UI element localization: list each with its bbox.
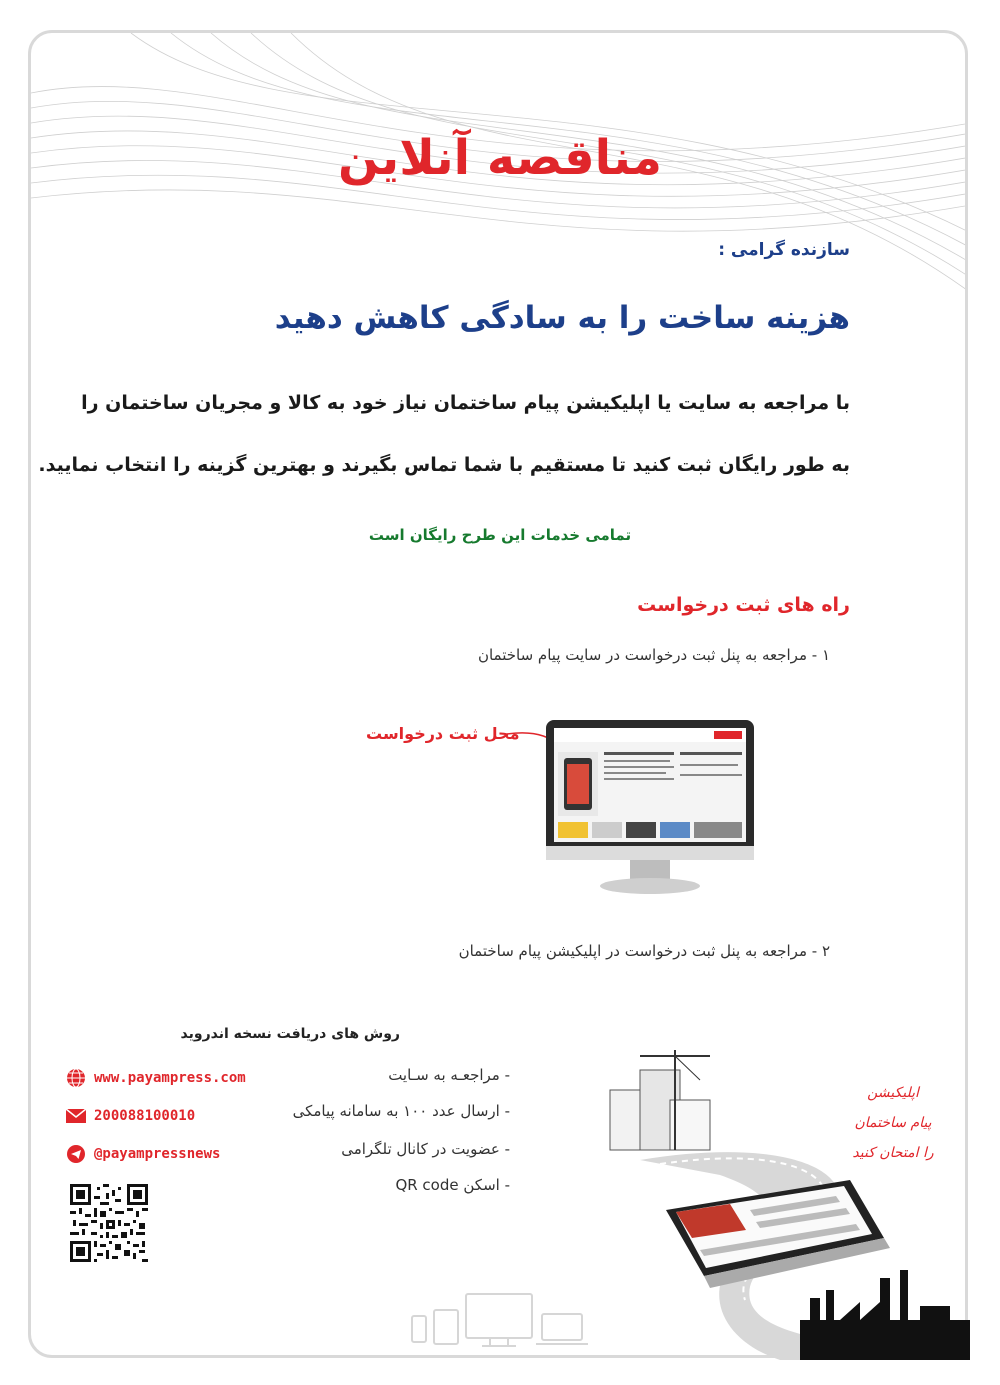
greeting: سازنده گرامی :	[718, 240, 850, 260]
contact-telegram[interactable]	[66, 1144, 220, 1164]
paragraph-line-2: به طور رایگان ثبت کنید تا مستقیم با شما تماس بگیرند و بهترین گزینه را انتخاب نمایید.	[38, 454, 850, 476]
download-title: روش های دریافت نسخه اندروید	[180, 1026, 400, 1042]
method-website: - مراجعـه به سـایت	[388, 1066, 510, 1084]
page-title: مناقصه آنلاین	[337, 130, 663, 186]
telegram-channel[interactable]: @payampressnews	[94, 1146, 221, 1162]
app-tagline-line-3: را امتحان کنید	[852, 1145, 934, 1161]
qr-code[interactable]	[70, 1184, 148, 1262]
envelope-icon	[66, 1106, 86, 1126]
contact-website[interactable]	[66, 1068, 246, 1088]
building-icon	[610, 1050, 710, 1150]
monitor-illustration	[544, 718, 756, 898]
sms-number[interactable]: 200088100010	[94, 1108, 196, 1124]
method-telegram: - عضویت در کانال تلگرامی	[341, 1140, 510, 1158]
city-phone-illustration	[600, 1050, 970, 1360]
devices-icon	[410, 1292, 590, 1348]
website-link[interactable]: www.payampress.com	[94, 1070, 246, 1086]
headline: هزینه ساخت را به سادگی کاهش دهید	[274, 300, 850, 336]
callout-label: محل ثبت درخواست	[366, 724, 520, 743]
method-qr: - اسکن QR code	[395, 1176, 510, 1194]
step-1: ۱ - مراجعه به پنل ثبت درخواست در سایت پیام ساختمان	[477, 646, 830, 664]
contact-sms[interactable]	[66, 1106, 195, 1126]
ways-title: راه های ثبت درخواست	[637, 594, 850, 616]
method-sms: - ارسال عدد ۱۰۰ به سامانه پیامکی	[292, 1102, 510, 1120]
paragraph-line-1: با مراجعه به سایت یا اپلیکیشن پیام ساختمان نیاز خود به کالا و مجریان ساختمان را	[81, 392, 850, 414]
factory-icon	[800, 1270, 970, 1360]
step-2: ۲ - مراجعه به پنل ثبت درخواست در اپلیکیشن پیام ساختمان	[458, 942, 830, 960]
free-note: تمامی خدمات این طرح رایگان است	[368, 526, 632, 544]
telegram-icon	[66, 1144, 86, 1164]
globe-icon	[66, 1068, 86, 1088]
app-tagline-line-2: پیام ساختمان	[854, 1115, 932, 1131]
phone-icon	[666, 1180, 890, 1288]
app-tagline-line-1: اپلیکیشن	[867, 1085, 919, 1101]
